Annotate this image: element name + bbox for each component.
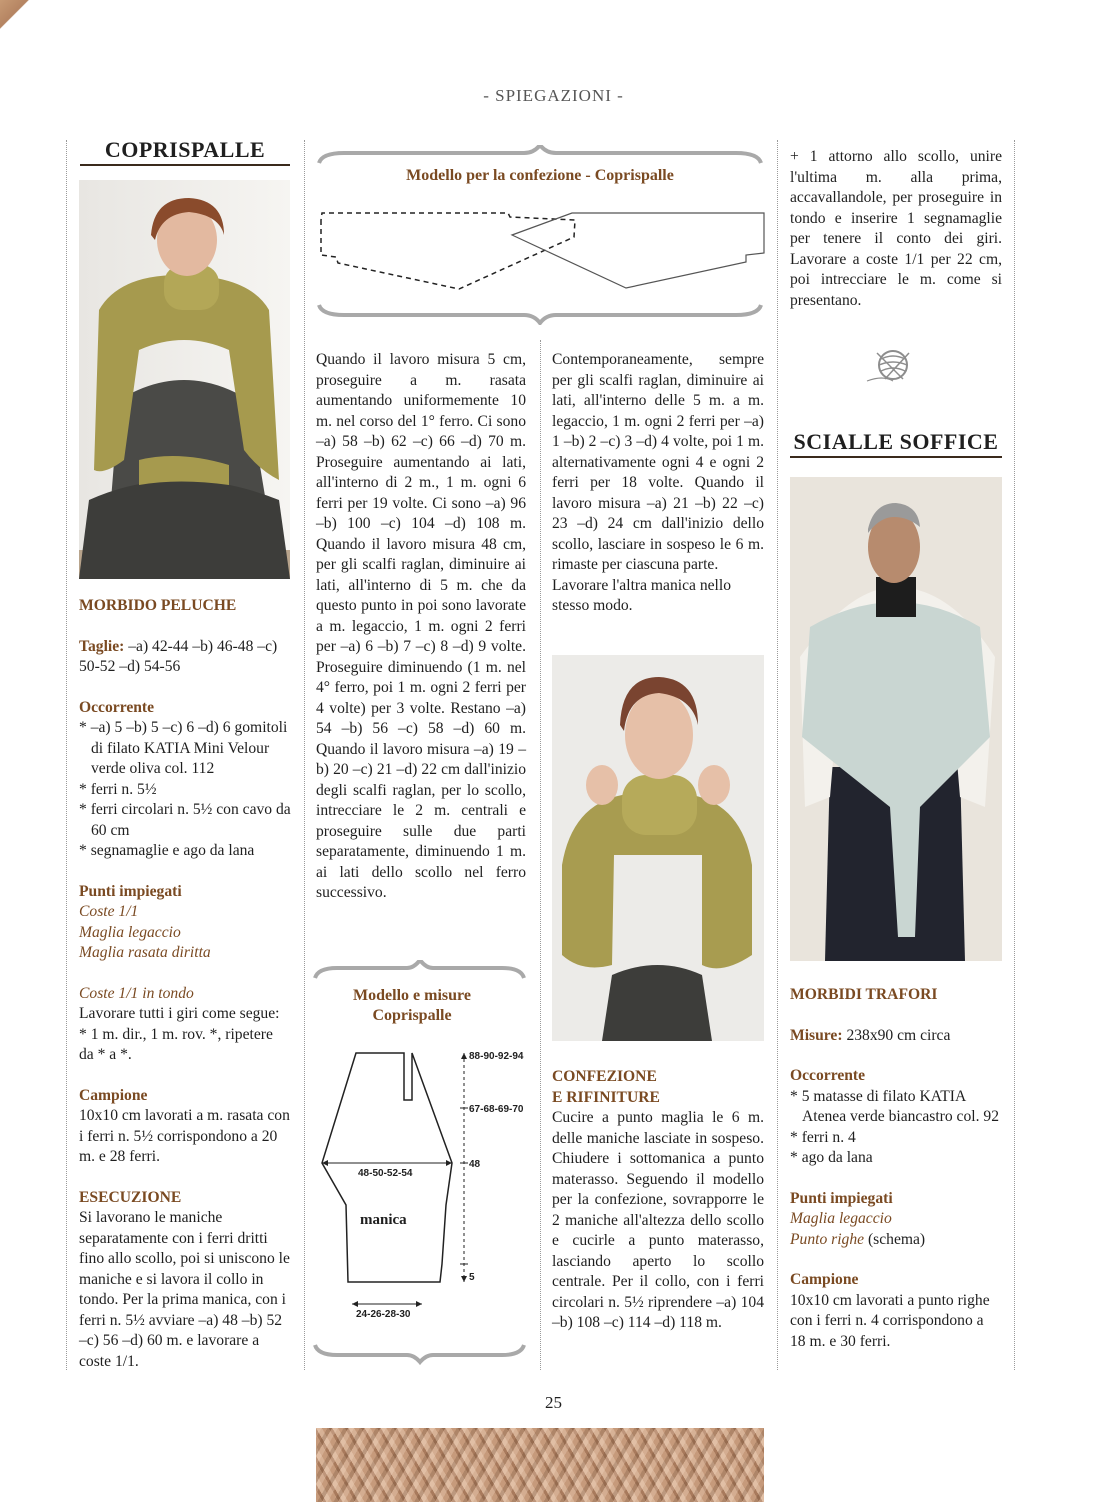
measure-label: 48-50-52-54 xyxy=(358,1168,413,1179)
taglie-label: Taglie: xyxy=(79,637,125,655)
stitch-item: Maglia legaccio xyxy=(79,923,181,941)
section-title-coprispalle: COPRISPALLE xyxy=(104,137,266,162)
campione-text: 10x10 cm lavorati a punto righe con i ferri n. 4 corrispondono a 18 m. e 30 ferri. xyxy=(790,1291,990,1350)
stitch-item: Maglia rasata diritta xyxy=(79,944,211,961)
list-item: * ferri n. 4 xyxy=(790,1128,856,1146)
measure-label: 67-68-69-70 xyxy=(469,1104,524,1115)
list-item: * segnamaglie e ago da lana xyxy=(79,842,255,859)
measure-label: 48 xyxy=(469,1159,481,1170)
photo-model-collar xyxy=(552,655,764,1041)
taglie-line xyxy=(79,637,291,678)
stitch-item: Punto righe xyxy=(790,1230,865,1248)
confezione-text: Cucire a punto maglia le 6 m. delle maniche lasciate in sospeso. Chiudere i sottomanica a punto materasso. Seguendo il modello per la confezione, sovrapporre le 2 maniche all'altezza dello scollo e cucirle a punto materasso, lasciando aperto lo scollo centrale. Per il collo, con i ferri circolari n. 5½ riprendere –a) 104 –b) 108 –c) 114 –d) 118 m. xyxy=(552,1109,764,1331)
punti-label: Punti impiegati xyxy=(79,882,182,900)
taglie-value: –a) 42-44 –b) 46-48 –c) 50-52 –d) 54-56 xyxy=(79,637,278,675)
instructions-text: Contemporaneamente, sempre per gli scalfi raglan, diminuire ai lati, all'interno delle 5 m. a m. legaccio, 1 m. ogni 2 ferri per –a) 1 –b) 2 –c) 3 –d) 4 volte, poi 1 m. alternativamente ogni 4 e ogni 2 ferri per 18 volte. Quando il lavoro misura –a) 21 –b) 22 –c) 23 –d) 24 cm dall'inizio dello scollo, lasciare in sospeso le 6 m. rimaste per ciascuna parte. xyxy=(552,351,764,573)
sleeve-label: manica xyxy=(360,1212,407,1228)
title-rule xyxy=(790,456,1002,458)
campione-label: Campione xyxy=(790,1271,859,1288)
list-item: * 5 matasse di filato KATIA Atenea verde biancastro col. 92 xyxy=(790,1087,1000,1125)
column-divider xyxy=(304,140,305,1370)
diagram-confezione xyxy=(314,145,766,325)
title-rule xyxy=(80,164,290,166)
misure-value: 238x90 cm circa xyxy=(842,1026,951,1044)
column-divider xyxy=(1014,140,1015,1370)
occorrente-label: Occorrente xyxy=(790,1067,866,1084)
subtitle-morbidi-trafori: MORBIDI TRAFORI xyxy=(790,986,938,1003)
misure-label: Misure: xyxy=(790,1026,843,1044)
occorrente-label: Occorrente xyxy=(79,698,155,716)
photo-model-shrug xyxy=(79,180,290,579)
measure-label: 24-26-28-30 xyxy=(356,1309,411,1320)
knit-texture-footer xyxy=(316,1428,764,1502)
measure-label: 88-90-92-94 xyxy=(469,1051,524,1062)
confezione-label: E RIFINITURE xyxy=(552,1088,660,1106)
esecuzione-text: Si lavorano le maniche separatamente con i ferri dritti fino allo scollo, poi si uniscono le maniche e si lavora il collo in tondo. Per la prima manica, con i ferri n. 5½ avviare –a) 48 –b) 52 –c) 56 –d) 60 m. e lavorare a coste 1/1. xyxy=(79,1209,290,1370)
diagram-sleeve xyxy=(312,960,528,1368)
column-divider xyxy=(66,140,67,1370)
section-title-scialle: SCIALLE SOFFICE xyxy=(793,429,999,454)
column-divider xyxy=(777,140,778,1370)
subtitle-morbido-peluche: MORBIDO PELUCHE xyxy=(79,597,237,614)
page-number: 25 xyxy=(545,1393,562,1412)
photo-model-shawl xyxy=(790,477,1002,961)
stitch-item-suffix: (schema) xyxy=(864,1230,926,1248)
stitch-item-line xyxy=(790,1230,1002,1251)
corner-decoration xyxy=(0,0,40,30)
instructions-text: + 1 attorno allo scollo, unire l'ultima m. alla prima, accavallandole, per proseguire in tondo e inserire 1 segnamaglie per tenere il conto dei giri. Lavorare a coste 1/1 per 22 cm, poi intrecciare le m. come si presentano. xyxy=(790,148,1002,309)
diagram-sleeve-title: Modello e misure Coprispalle xyxy=(353,987,471,1024)
instructions-text: Quando il lavoro misura 5 cm, proseguire a m. rasata aumentando uniformemente 10 m. nel corso del 1° ferro. Ci sono –a) 58 –b) 62 –c) 66 –d) 70 m. Proseguire aumentando ai lati, all'interno di 2 m., 1 m. ogni 6 ferri per 19 volte. Ci sono –a) 96 –b) 100 –c) 104 –d) 108 m. Quando il lavoro misura 48 cm, per gli scalfi raglan, diminuire ai lati, all'interno di 5 m. che da questo punto in poi sono lavorate a m. legaccio, 1 m. ogni 2 ferri per –a) 6 –b) 7 –c) 8 –d) 9 volte. Proseguire diminuendo (1 m. nel 4° ferro, poi 1 m. ogni 2 ferri per 4 volte) per 3 volte. Restano –a) 54 –b) 56 –c) 58 –d) 60 m. Quando il lavoro misura –a) 19 –b) 20 –c) 21 –d) 22 cm dall'inizio degli scalfi raglan, per lo scollo, intrecciare le 2 m. centrali e proseguire sulle due parti separatamente, diminuendo 1 m. ai lati dello scollo nel ferro successivo. xyxy=(316,351,526,901)
measure-label: 5 xyxy=(469,1272,475,1283)
list-item: * ago da lana xyxy=(790,1149,873,1166)
misure-line xyxy=(790,1026,1002,1047)
list-item: * –a) 5 –b) 5 –c) 6 –d) 6 gomitoli di filato KATIA Mini Velour verde oliva col. 112 xyxy=(79,719,288,777)
coste-tondo-label: Coste 1/1 in tondo xyxy=(79,984,194,1002)
column-divider xyxy=(540,340,541,1370)
yarn-ball-icon xyxy=(863,345,923,385)
running-header: - SPIEGAZIONI - xyxy=(483,86,624,105)
punti-label: Punti impiegati xyxy=(790,1189,893,1207)
campione-label: Campione xyxy=(79,1086,148,1104)
stitch-item: Coste 1/1 xyxy=(79,903,139,920)
instructions-text: Lavorare l'altra manica nello stesso modo. xyxy=(552,576,732,614)
list-item: * ferri n. 5½ xyxy=(79,780,157,798)
campione-text: 10x10 cm lavorati a m. rasata con i ferri n. 5½ corrispondono a 20 m. e 28 ferri. xyxy=(79,1107,290,1165)
confezione-label: CONFEZIONE xyxy=(552,1068,657,1085)
stitch-item: Maglia legaccio xyxy=(790,1210,892,1227)
list-item: * ferri circolari n. 5½ con cavo da 60 cm xyxy=(79,801,291,839)
coste-tondo-text: Lavorare tutti i giri come segue: * 1 m. dir., 1 m. rov. *, ripetere da * a *. xyxy=(79,1005,280,1063)
diagram-title: Modello per la confezione - Coprispalle xyxy=(406,167,674,184)
esecuzione-label: ESECUZIONE xyxy=(79,1188,182,1206)
